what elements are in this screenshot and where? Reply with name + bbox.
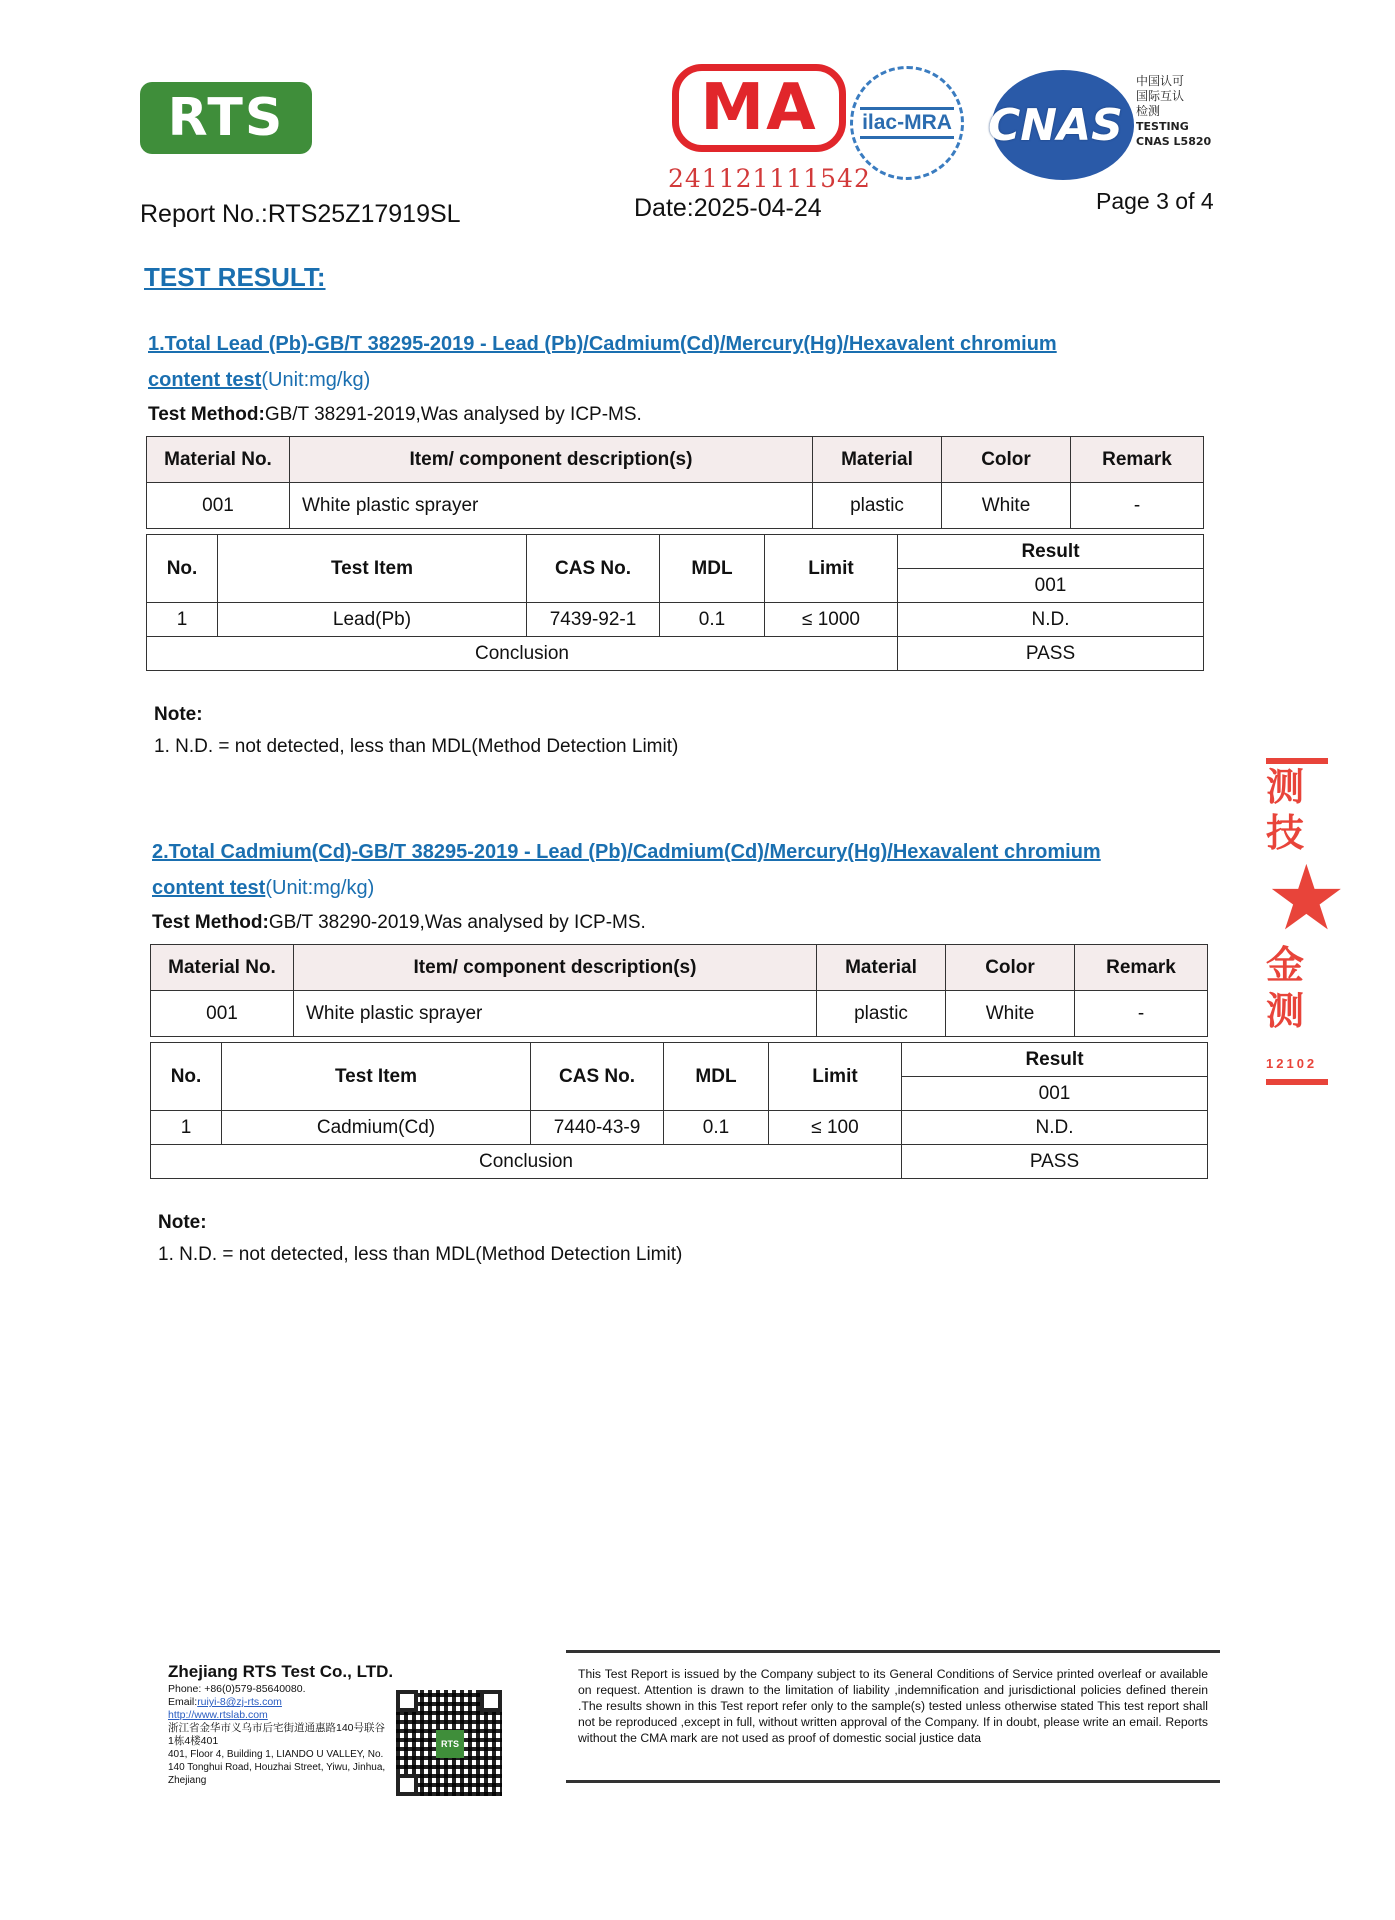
conclusion-row <box>151 1145 1208 1179</box>
section-1-title-cont: content test <box>148 369 262 391</box>
sample-header: 001 <box>898 569 1204 603</box>
footer-contact <box>168 1683 408 1787</box>
section-1-title <box>148 326 1158 398</box>
cnas-side-line: TESTING <box>1136 120 1189 133</box>
remark-header: Remark <box>1071 437 1204 483</box>
footer-company-name: Zhejiang RTS Test Co., LTD. <box>168 1662 394 1681</box>
mdl-header: MDL <box>660 535 765 603</box>
table-header-row <box>147 535 1204 569</box>
section-1-method <box>148 404 642 426</box>
color-header: Color <box>942 437 1071 483</box>
section-2-note-heading: Note: <box>158 1212 207 1233</box>
section-2-method <box>152 912 646 934</box>
method-text: GB/T 38291-2019,Was analysed by ICP-MS. <box>264 404 642 425</box>
remark-cell: - <box>1075 991 1208 1037</box>
material-header: Material <box>817 945 946 991</box>
color-header: Color <box>946 945 1075 991</box>
qr-finder <box>480 1690 502 1712</box>
table-row <box>147 603 1204 637</box>
material-header: Material <box>813 437 942 483</box>
conclusion-value: PASS <box>902 1145 1208 1179</box>
qr-finder <box>396 1690 418 1712</box>
footer-address-en: 401, Floor 4, Building 1, LIANDO U VALLEY, No. 140 Tonghui Road, Houzhai Street, Yiwu, Jinhua, Zhejiang <box>168 1749 386 1786</box>
section-1-result-table <box>146 534 1204 671</box>
material-no-cell: 001 <box>147 483 290 529</box>
limit-header: Limit <box>765 535 898 603</box>
table-row <box>151 1111 1208 1145</box>
material-cell: plastic <box>817 991 946 1037</box>
mdl-cell: 0.1 <box>660 603 765 637</box>
conclusion-row <box>147 637 1204 671</box>
section-2-material-table <box>150 944 1208 1037</box>
section-1-title-main: 1.Total Lead (Pb)-GB/T 38295-2019 - Lead (Pb)/Cadmium(Cd)/Mercury(Hg)/Hexavalent chromium <box>148 333 1057 355</box>
report-number: Report No.:RTS25Z17919SL <box>140 200 461 228</box>
description-header: Item/ component description(s) <box>290 437 813 483</box>
conclusion-label: Conclusion <box>147 637 898 671</box>
cas-cell: 7439-92-1 <box>527 603 660 637</box>
section-2-result-table <box>150 1042 1208 1179</box>
company-seal-stamp <box>1266 758 1347 1085</box>
cnas-side-line: CNAS L5820 <box>1136 135 1212 148</box>
qr-rts-logo: RTS <box>436 1730 464 1758</box>
table-row <box>151 991 1208 1037</box>
footer-email[interactable]: ruiyi-8@zj-rts.com <box>197 1696 282 1708</box>
no-cell: 1 <box>151 1111 222 1145</box>
footer-email-line <box>168 1696 408 1709</box>
section-1-unit: (Unit:mg/kg) <box>261 369 371 391</box>
divider <box>566 1650 1220 1653</box>
no-header: No. <box>147 535 218 603</box>
table-header-row <box>147 437 1204 483</box>
ilac-mra-logo <box>850 66 964 180</box>
test-item-header: Test Item <box>218 535 527 603</box>
divider <box>566 1780 1220 1783</box>
result-header: Result <box>898 535 1204 569</box>
table-row <box>147 483 1204 529</box>
mdl-header: MDL <box>664 1043 769 1111</box>
star-icon: ★ <box>1266 849 1347 949</box>
limit-cell: ≤ 1000 <box>765 603 898 637</box>
cma-number: 241121111542 <box>668 164 871 193</box>
result-value-cell: N.D. <box>898 603 1204 637</box>
page-number: Page 3 of 4 <box>1096 188 1214 214</box>
section-2-title-main: 2.Total Cadmium(Cd)-GB/T 38295-2019 - Lead (Pb)/Cadmium(Cd)/Mercury(Hg)/Hexavalent chromium <box>152 841 1101 863</box>
section-1-note: 1. N.D. = not detected, less than MDL(Method Detection Limit) <box>154 736 679 757</box>
test-item-header: Test Item <box>222 1043 531 1111</box>
footer-address-cn: 浙江省金华市义乌市后宅街道通惠路140号联谷1栋4楼401 <box>168 1722 386 1747</box>
footer-disclaimer: This Test Report is issued by the Company subject to its General Conditions of Service printed overleaf or available on request. Attention is drawn to the limitation of liability ,indemnification and jurisdictional policies defined therein .The results shown in this Test report refer only to the sample(s) tested unless otherwise stated This test report shall not be reproduced ,except in full, without written approval of the Company. If in doubt, please write an email. Reports without the CMA mark are not used as proof of domestic social justice data <box>578 1667 1208 1745</box>
section-2-note: 1. N.D. = not detected, less than MDL(Method Detection Limit) <box>158 1244 683 1265</box>
cnas-side-line: 检测 <box>1136 104 1161 118</box>
section-1-note-heading: Note: <box>154 704 203 725</box>
seal-border <box>1266 1079 1328 1085</box>
color-cell: White <box>946 991 1075 1037</box>
conclusion-value: PASS <box>898 637 1204 671</box>
conclusion-label: Conclusion <box>151 1145 902 1179</box>
cas-header: CAS No. <box>531 1043 664 1111</box>
method-label: Test Method: <box>152 912 269 933</box>
section-1-material-table <box>146 436 1204 529</box>
cma-logo: MA <box>672 64 846 152</box>
description-header: Item/ component description(s) <box>294 945 817 991</box>
result-header: Result <box>902 1043 1208 1077</box>
cas-cell: 7440-43-9 <box>531 1111 664 1145</box>
ilac-mra-text: ilac-MRA <box>860 107 954 139</box>
section-2-title-cont: content test <box>152 877 266 899</box>
limit-header: Limit <box>769 1043 902 1111</box>
description-cell: White plastic sprayer <box>294 991 817 1037</box>
seal-number: 12102 <box>1266 1056 1318 1071</box>
rts-logo: RTS <box>140 82 312 154</box>
cas-header: CAS No. <box>527 535 660 603</box>
report-date: Date:2025-04-24 <box>634 194 822 222</box>
material-no-header: Material No. <box>147 437 290 483</box>
table-header-row <box>151 945 1208 991</box>
cnas-logo-text: CNAS <box>988 100 1123 151</box>
cnas-side-text <box>1136 74 1211 149</box>
test-result-heading: TEST RESULT: <box>144 262 326 292</box>
no-cell: 1 <box>147 603 218 637</box>
qr-finder <box>396 1774 418 1796</box>
seal-bottom-text: 金测 <box>1266 942 1305 1033</box>
method-label: Test Method: <box>148 404 265 425</box>
mdl-cell: 0.1 <box>664 1111 769 1145</box>
remark-cell: - <box>1071 483 1204 529</box>
test-item-cell: Lead(Pb) <box>218 603 527 637</box>
test-item-cell: Cadmium(Cd) <box>222 1111 531 1145</box>
no-header: No. <box>151 1043 222 1111</box>
method-text: GB/T 38290-2019,Was analysed by ICP-MS. <box>268 912 646 933</box>
table-header-row <box>151 1043 1208 1077</box>
material-cell: plastic <box>813 483 942 529</box>
footer-email-label: Email: <box>168 1696 198 1708</box>
result-value-cell: N.D. <box>902 1111 1208 1145</box>
description-cell: White plastic sprayer <box>290 483 813 529</box>
footer-phone: Phone: +86(0)579-85640080. <box>168 1683 306 1695</box>
material-no-header: Material No. <box>151 945 294 991</box>
limit-cell: ≤ 100 <box>769 1111 902 1145</box>
cnas-side-line: 中国认可 <box>1136 74 1185 88</box>
sample-header: 001 <box>902 1077 1208 1111</box>
remark-header: Remark <box>1075 945 1208 991</box>
material-no-cell: 001 <box>151 991 294 1037</box>
section-2-unit: (Unit:mg/kg) <box>265 877 375 899</box>
cnas-side-line: 国际互认 <box>1136 89 1185 103</box>
color-cell: White <box>942 483 1071 529</box>
footer-website[interactable]: http://www.rtslab.com <box>168 1709 268 1721</box>
seal-top-text: 测技 <box>1266 764 1305 855</box>
section-2-title <box>152 834 1162 906</box>
